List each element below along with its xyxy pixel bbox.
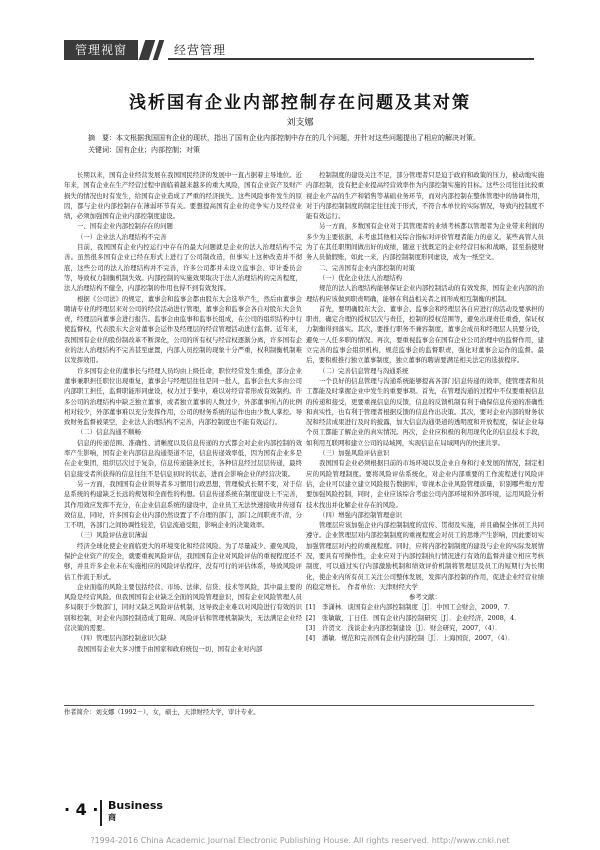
body-paragraph: 我国国有企业大多习惯于由国家和政府统包一切，国有企业对内部 [77, 644, 263, 653]
section-heading: 二、完善国有企业内部控制的对策 [319, 263, 415, 272]
section-tab: 管理视窗 [64, 40, 138, 60]
references-heading: 参考文献： [409, 593, 441, 602]
reference-number: [1] [306, 603, 316, 612]
reference-item [306, 633, 544, 643]
body-paragraph: 目前，我国国有企业内控运行中存在的最大问题就是企业的法人治理结构不完善。虽然很多国有企业已经在形式上进行了公司制改造，但事实上这种改造并不彻底，这些公司的法人治理结构并不完善，许多公司都并未设立监事会、审计委员会等，导致权力制衡机制失效。内部控制的实施效果取决于法人治理结构的完善程度，法人治理结构不健全，内部控制的作用也得不到有效发挥。 [64, 243, 302, 293]
body-paragraph: 规范的法人治理结构能够保证企业内部控制活动的有效发挥，国有企业内部的治理结构应该做到职责明确，能够在利益相关者之间形成相互制衡的机制。 [306, 284, 544, 303]
section-heading: （四）增强内部控制管理意识 [319, 510, 403, 519]
author-name: 刘支娜 [286, 118, 314, 128]
reference-item [306, 613, 544, 623]
running-header [64, 40, 534, 62]
article-title: 浅析国有企业内部控制存在问题及其对策 [129, 93, 471, 113]
body-paragraph: 经济全球化使企业面临更大的环境变化和经营风险。为了尽量减少、避免风险，保护企业资产的安全，就要重视风险评估，我国国有企业对风险评估的重视程度还不够，并且许多企业未在实施相应的风险评估程序，没有可行的评估体系，导致风险评估工作流于形式。 [64, 541, 302, 581]
reference-number: [4] [306, 634, 316, 643]
reference-item [306, 623, 544, 633]
abstract-line [88, 132, 518, 144]
body-paragraph: 根据《公司法》的规定，董事会和监事会都由股东大会选举产生，然后由董事会聘请专业的经理层来对公司的经营活动进行管理，董事会和监事会各自对股东大会负责，经理层向董事会进行报告。监事会由监事和监事长组成，在公司的组织结构中行使监督权，代表股东大会对董事会运作及经理层的经营管理活动进行监督。近年来，我国国有企业的股份制改革不断深化，公司的所有权与经营权逐渐分离，许多国有企业的法人治理结构不完善甚至虚置，内部人员控制的现象十分严重，权利制衡机制难以发挥效用。 [64, 294, 302, 365]
section-heading: （四）管理层内部控制意识欠缺 [77, 634, 167, 643]
footer-divider [100, 800, 102, 826]
left-column [64, 170, 302, 698]
brand-name: Business [108, 799, 163, 812]
body-paragraph: 我国国有企业必须根据目前的市场环境以及企业自身和行业发展的情况，制定相应的风险管理制度。要将风险评估系统化，对企业内部重要的工作流程进行风险评估，企业可以建立建立风险报告数据库，审视本企业风险管理质量，识别哪些地方需要加强风险控制，同时，企业应该综合考虑公司内部环境和外部环境，运用风险分析技术找出并化解企业存在的风险。 [306, 459, 544, 509]
reference-item [306, 602, 544, 612]
body-paragraph: 另一方面，我国国有企业领导者多习惯用行政思想，管理模式长期不变，对于信息系统的构建缺乏长远的规划和全面性的构想。信息传递系统在制度建设上不完善，其作用效应发挥不充分，在企业信息系统的建设中，企业员工无法快速接收并传递有效信息，同时，许多国有企业内部仍然设置了不合理的部门，部门之间职责不清，分工不明，各部门之间协调性较差，信息流通受阻，影响企业的决策效率。 [64, 479, 302, 530]
body-paragraph: 企业面临的风险主要包括经营、市场、法律、信贷、技术等风险，其中最主要的风险是经营风险。但我国国有企业缺乏全面的风险管理意识，国有企业风险管理人员多局限于少数部门，同时又缺乏风险评估机制，这导致企业难以对风险进行有效的识别和控制，对企业内部控制造成了阻碍。风险评估和管理机制缺失，无法满足企业经营决策的需要。 [64, 582, 302, 633]
abstract-label: 摘 要： [88, 134, 116, 142]
section-heading: （三）加强风险评估意识 [319, 449, 390, 458]
body-paragraph: 首先，要明确股东大会、董事会、监事会和经理层各自应进行的活动及要承担的职责，确定合理的授权层次与责任，控制的授权范围等，避免出现责任重叠，保证权力制衡得到落实。其次，要推行职务不兼容制度，董事会成员和经理层人员要分设，避免一人任多职的情况。再次，要重视监事会在国有企业公司治理中的监督作用，建立完善的监事会组织机构，规范监事会的监督职责，强化对董事会运作的监督。最后，要积极推行独立董事制度，独立董事的聘请要满足相关法定的选拔程序。 [306, 304, 544, 365]
reference-text: 潘敏．规范和完善国有企业内部控制［J］．上海国资，2007，（4）． [322, 634, 515, 643]
body-paragraph: 控制制度的建设关注不足，部分管理者只是迫于政府和政策的压力，被动地实施内部控制，没有把企业提高经营效率作为内部控制实施的目标。这些公司往往比较重视企业产品的生产和销售等基础业务环节，而对内部控制在整体管理中的协调作用，对于内部控制制度的制定往往流于形式，不符合本单位的实际情况，导致内控制度不能有效运行。 [306, 171, 544, 221]
reference-text: 许贺文．浅谈企业内部控制建设［J］．财会研究，2007，（4）． [322, 624, 502, 633]
category-label: 经营管理 [168, 40, 534, 60]
body-paragraph: 管理层应该加强企业内部控制制度的宣传、贯彻及实施，并且确保全体员工共同遵守。企业管理层对内部控制制度的重视程度会对员工的思维产生影响，因此要切实加强管理层对内控的重视程度。同时，应将内部控制制度的建设与企业的实际发展情况，要具有可操作性，企业应对于内部控制执行情况进行有效的监督并建立相应考核制度，可以通过实行内部激励机制和绩效评价机制将管理层及员工的短期行为长期化，使企业内所有员工关注公司整体发展，发挥内部控制的作用，促进企业经营业绩的稳定增长。 作者单位：天津财经大学 [306, 521, 544, 591]
abstract-text: 本文根据我国国有企业的现状，指出了国有企业内部控制中存在的几个问题，并针对这些问题提出了相应的解决对策。 [116, 134, 480, 142]
reference-text: 张敏敏，丁日佳．国有企业内部控制研究［J］．企业经济，2008，4． [322, 613, 521, 622]
section-heading: 一、国有企业内部控制存在的问题 [77, 222, 173, 231]
section-heading: （一）优化企业法人治理结构 [319, 273, 403, 282]
page-number: · 4 · [64, 800, 99, 819]
body-paragraph: 长期以来，国有企业经营发展在我国国民经济的发展中一直占据着主导地位。近年来，国有企业在生产经营过程中面临着越来越多的重大风险，国有企业资产及财产损失的情况也时有发生，给国有企业造成了严重的经济损失。这些风险事件发生的原因，都与企业内部控制存在薄弱环节有关。要想提高国有企业的竞争实力及经营业绩，必须加强国有企业内部控制度建设。 [64, 171, 302, 221]
body-paragraph: 许多国有企业的董事长与经理人员均由上级任命，职位经常发生重叠，部分企业董事兼职担任职位出现重复，董事会与经理层往往是同一批人，监事会也大多由公司内部职工担任，监督职能形同虚设，权力过于集中，难以对经营者形成有效制约。许多公司的治理结构中缺乏独立董事，或者独立董事的人数过少，外部董事所占的比例相对较少，外部董事难以充分发挥作用，公司的财务系统的运作也由少数人掌控。导致财务监督被架空，企业法人治理结构不完善，内部控制度也不能有效运行。 [64, 366, 302, 427]
body-paragraph: 另一方面，多数国有企业对于其管理者的业绩考核都以管理者为企业带来利润的多少为主要依据，未考虑其他相关综合指标对评价管理者能力的意义。某些高管人员为了在其任职期间做出好的成绩，随意干扰既定的企业经营目标和战略，甚至指使财务人员做假账，如此一来，内部控制制度形同虚设，成为一纸空文。 [306, 222, 544, 262]
journal-brand [108, 800, 163, 824]
author-footnote: 作者简介：刘支娜（1992－），女，硕士，天津财经大学，审计专业。 [64, 705, 534, 718]
reference-text: 李潇林．谈国有企业内部控制制度［J］．中国工会财会，2009，7． [322, 603, 515, 612]
section-heading: （一）企业法人治理结构不完善 [77, 232, 167, 241]
right-column [306, 170, 544, 698]
abstract-block [88, 132, 518, 156]
body-paragraph: 信息的传递范围、准确性、清晰度以及信息传递的方式都会对企业内部控制的效率产生影响，国有企业内部信息沟通渠道不足，信息传递效率低，因为国有企业多是在企业集团，组织层次过于复杂，信息传递链条过长，各种信息经过层层传递，最终信息接受者所获得的信息往往不是信息初时的状态，进而会影响企业的经营决策。 [64, 438, 302, 478]
cnki-copyright: ?1994-2016 China Academic Journal Electronic Publishing House. All rights reserved. http://www.cnki.net [90, 836, 510, 845]
section-heading: （二）完善信息管理与沟通系统 [319, 366, 409, 375]
page-footer [64, 800, 534, 822]
brand-sub: 商 [108, 813, 116, 822]
header-slash-decoration-thin [153, 40, 164, 60]
reference-number: [2] [306, 613, 316, 622]
reference-number: [3] [306, 624, 316, 633]
keywords-label: 关键词： [88, 146, 116, 154]
body-paragraph: 一个良好的信息管理与沟通系统能够提高各部门信息传递的效率，使管理者和员工都能及时掌握企业中发生的重要事项。首先，在管理沟通的过程中不仅要重视信息的传递和接受，更要重视信息的反馈，信息的反馈机制有利于确保信息传递的准确性和真实性，也有利于管理者根据反馈的信息作出决策。其次，要对企业内部的财务状况和经营成果进行及时的披露，加大信息沟通渠道的透明度和开放程度，保证企业每个员工都能了解企业的真实情况。再次，企业应积极的利用现代化的信息技术手段，如利用互联网和建立公司的局域网，实现信息在局域网内的快速共享。 [306, 376, 544, 447]
keywords-line [88, 144, 518, 156]
section-heading: （三）风险评估意识薄弱 [77, 531, 148, 540]
keywords-text: 国有企业；内部控制；对策 [116, 146, 200, 154]
section-heading: （二）信息沟通不顺畅 [77, 428, 141, 437]
